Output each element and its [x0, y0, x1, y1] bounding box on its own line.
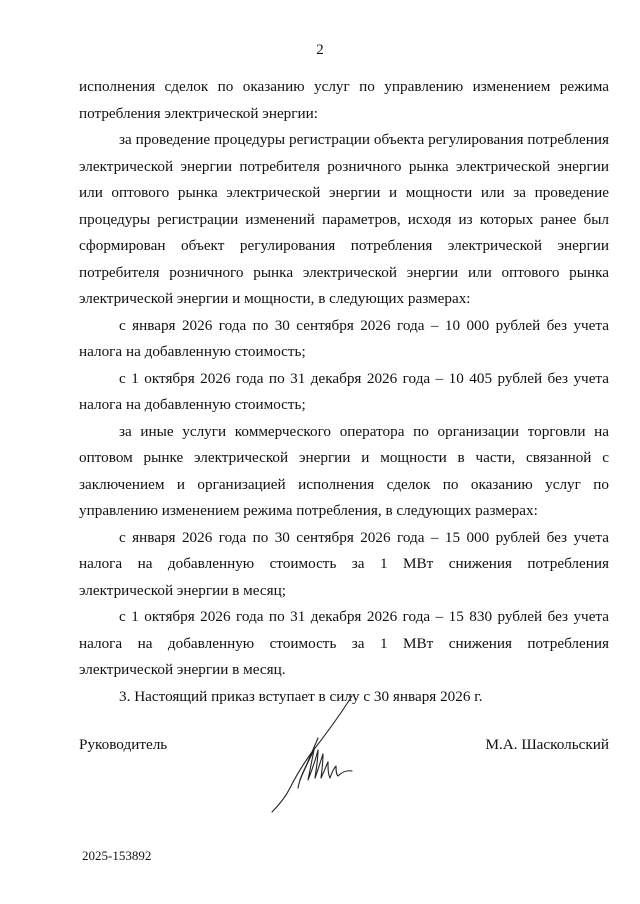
handwritten-signature: [268, 692, 378, 814]
paragraph: исполнения сделок по оказанию услуг по управлению изменением режима потребления электрической энергии:: [79, 78, 609, 122]
paragraph: 3. Настоящий приказ вступает в силу с 30 января 2026 г.: [119, 687, 483, 705]
paragraph: с 1 октября 2026 года по 31 декабря 2026 года – 15 830 рублей без учета налога на добавленную стоимость за 1 МВт снижения потребления электрической энергии в месяц.: [79, 608, 609, 678]
signatory-name: М.А. Шаскольский: [485, 736, 609, 753]
document-body: [79, 74, 609, 710]
document-number: 2025-153892: [82, 848, 152, 863]
paragraph: с января 2026 года по 30 сентября 2026 года – 15 000 рублей без учета налога на добавленную стоимость за 1 МВт снижения потребления электрической энергии в месяц;: [79, 528, 609, 599]
paragraph: за проведение процедуры регистрации объекта регулирования потребления электрической энергии потребителя розничного рынка электрической энергии или оптового рынка электрической энергии и мощности или за проведение процедуры регистрации изменений параметров, исходя из которых ранее был сформирован объект регулирования потребления электрической энергии потребителя розничного рынка электрической энергии или оптового рынка электрической энергии и мощности, в следующих размерах:: [79, 131, 609, 307]
paragraph: за иные услуги коммерческого оператора по организации торговли на оптовом рынке электрической энергии и мощности в части, связанной с заключением и организацией исполнения сделок по оказанию услуг по управлению изменением режима потребления, в следующих размерах:: [79, 422, 609, 519]
page-number: 2: [316, 42, 324, 58]
paragraph: с января 2026 года по 30 сентября 2026 года – 10 000 рублей без учета налога на добавленную стоимость;: [79, 316, 609, 360]
paragraph: с 1 октября 2026 года по 31 декабря 2026 года – 10 405 рублей без учета налога на добавленную стоимость;: [79, 369, 609, 413]
signatory-position: Руководитель: [79, 736, 168, 753]
